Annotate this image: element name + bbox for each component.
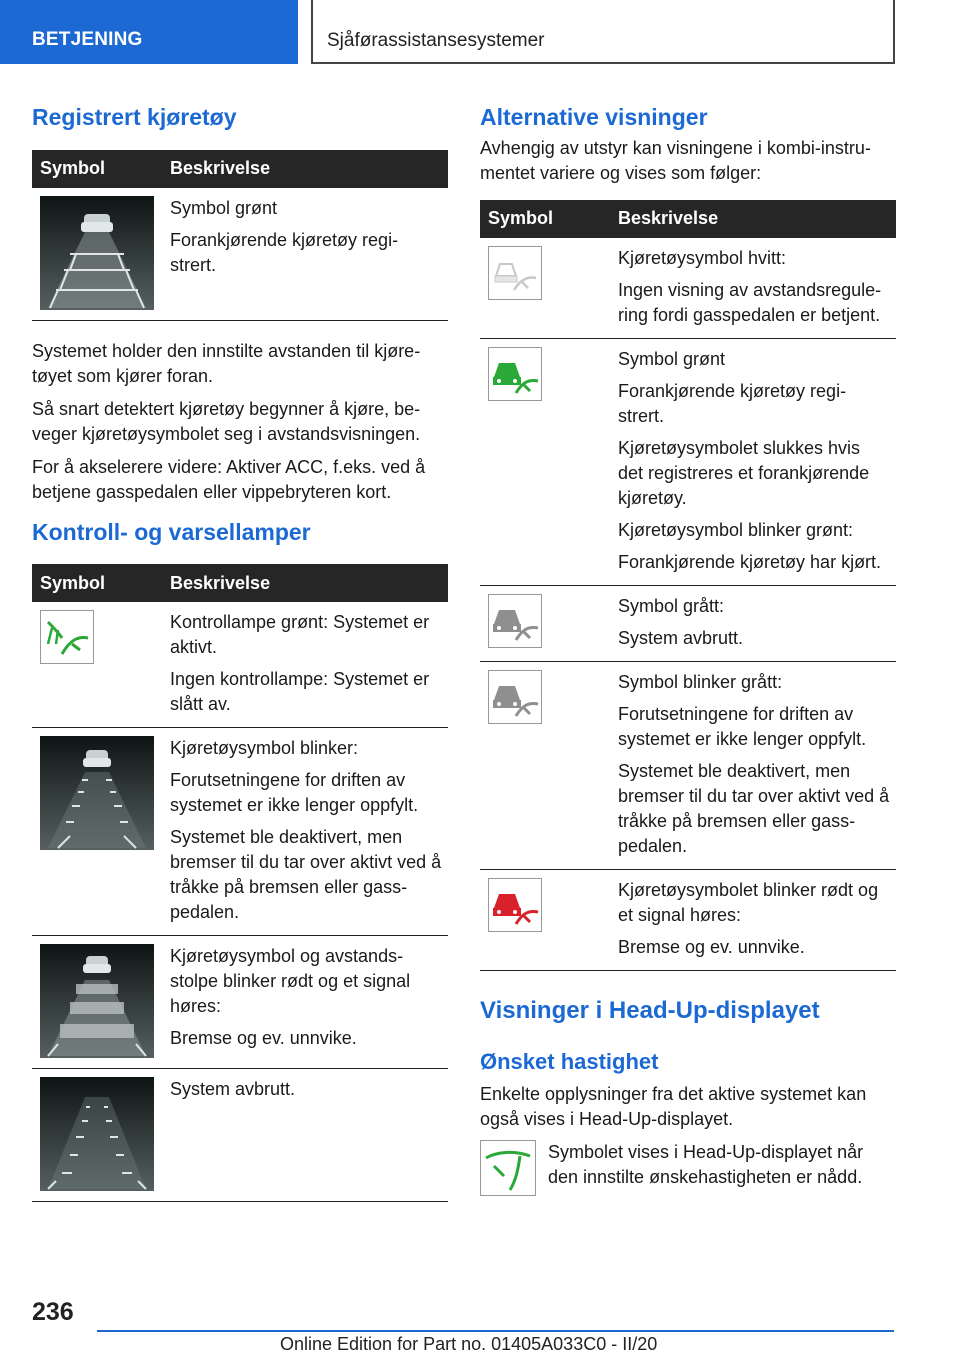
row-line: Ingen visning av avstandsregule-ring fordi gasspedalen er betjent.	[618, 279, 882, 325]
paragraph: For å akselerere videre: Aktiver ACC, f.eks. ved å betjene gasspedalen eller vippebryteren kort.	[32, 456, 426, 502]
col-description-header: Beskrivelse	[162, 564, 448, 602]
row-line: Kontrollampe grønt: Systemet er aktivt.	[170, 612, 430, 658]
header-chapter-box	[311, 0, 895, 64]
row-line: Forankjørende kjøretøy regi-strert.	[170, 229, 399, 275]
vehicle-grey-blink-icon	[488, 670, 542, 724]
speed-reached-icon	[480, 1140, 536, 1196]
left-column	[32, 98, 448, 1202]
row-line: Kjøretøysymbol hvitt:	[618, 247, 787, 268]
registered-table	[32, 150, 448, 321]
row-line: Kjøretøysymbol blinker grønt:	[618, 519, 854, 540]
row-line: Bremse og ev. unnvike.	[618, 936, 805, 957]
col-symbol-header: Symbol	[32, 564, 162, 602]
table-row	[480, 869, 896, 970]
hud-item	[480, 1140, 896, 1196]
page-number: 236	[32, 1298, 74, 1326]
registered-title: Registrert kjøretøy	[32, 104, 237, 130]
hud-subtitle: Ønsket hastighet	[480, 1049, 659, 1075]
vehicle-white-icon	[488, 246, 542, 300]
row-line: Forankjørende kjøretøy regi-strert.	[618, 380, 847, 426]
alt-intro: Avhengig av utstyr kan visningene i kombi-instru-mentet variere og vises som følger:	[480, 137, 871, 183]
row-line: Forankjørende kjøretøy har kjørt.	[618, 551, 882, 572]
row-line: Symbol blinker grått:	[618, 671, 783, 692]
table-row	[32, 1069, 448, 1202]
alt-table	[480, 200, 896, 971]
row-line: Systemet ble deaktivert, men bremser til du tar over aktivt ved å tråkke på bremsen eller gass-pedalen.	[618, 760, 890, 856]
table-row	[480, 238, 896, 339]
acc-vehicle-blink-display	[40, 736, 154, 850]
row-line: Bremse og ev. unnvike.	[170, 1028, 357, 1049]
vehicle-green-icon	[488, 347, 542, 401]
row-line: System avbrutt.	[170, 1079, 296, 1100]
acc-distance-bar-red-display	[40, 944, 154, 1058]
vehicle-red-icon	[488, 878, 542, 932]
acc-system-interrupted-display	[40, 1077, 154, 1191]
row-line: Kjøretøysymbolet blinker rødt og et signal høres:	[618, 879, 879, 925]
hud-text: Enkelte opplysninger fra det aktive systemet kan også vises i Head-Up-displayet.	[480, 1083, 867, 1129]
col-symbol-header: Symbol	[32, 150, 162, 188]
acc-vehicle-detected-display	[40, 196, 154, 310]
table-row	[32, 602, 448, 728]
row-line: Symbol grønt	[618, 348, 726, 369]
vehicle-grey-icon	[488, 594, 542, 648]
row-line: Forutsetningene for driften av systemet er ikke lenger oppfylt.	[170, 770, 419, 816]
header-section-label: BETJENING	[32, 29, 143, 50]
col-description-header: Beskrivelse	[162, 150, 448, 188]
header-section-tab	[0, 0, 298, 64]
warning-table	[32, 564, 448, 1202]
table-row	[480, 585, 896, 661]
row-line: Kjøretøysymbolet slukkes hvis det registreres et forankjørende kjøretøy.	[618, 437, 870, 508]
alt-title: Alternative visninger	[480, 104, 708, 130]
table-row	[32, 188, 448, 321]
right-column	[480, 98, 896, 1196]
row-line: Kjøretøysymbol og avstands-stolpe blinker rødt og et signal høres:	[170, 946, 411, 1017]
header-chapter-label: Sjåførassistansesystemer	[327, 30, 545, 51]
row-line: Forutsetningene for driften av systemet er ikke lenger oppfylt.	[618, 703, 867, 749]
warning-title: Kontroll- og varsellamper	[32, 518, 311, 545]
col-description-header: Beskrivelse	[610, 200, 896, 238]
row-line: Symbol grått:	[618, 595, 725, 616]
footer-divider	[97, 1330, 894, 1332]
table-row	[480, 338, 896, 585]
paragraph: Så snart detektert kjøretøy begynner å kjøre, be-veger kjøretøysymbolet seg i avstandsvisningen.	[32, 398, 421, 444]
table-row	[32, 936, 448, 1069]
hud-item-text: Symbolet vises i Head-Up-displayet når den innstilte ønskehastigheten er nådd.	[548, 1141, 864, 1187]
row-line: Kjøretøysymbol blinker:	[170, 738, 359, 759]
row-line: System avbrutt.	[618, 627, 744, 648]
row-line: Systemet ble deaktivert, men bremser til du tar over aktivt ved å tråkke på bremsen eller gass-pedalen.	[170, 827, 442, 923]
hud-title: Visninger i Head-Up-displayet	[480, 996, 820, 1024]
table-row	[480, 661, 896, 869]
row-line: Ingen kontrollampe: Systemet er slått av.	[170, 669, 430, 715]
row-line: Symbol grønt	[170, 197, 278, 218]
acc-green-indicator-icon	[40, 610, 94, 664]
footer-edition: Online Edition for Part no. 01405A033C0 - II/20	[280, 1334, 658, 1354]
paragraph: Systemet holder den innstilte avstanden til kjøre-tøyet som kjører foran.	[32, 340, 421, 386]
table-row	[32, 728, 448, 936]
col-symbol-header: Symbol	[480, 200, 610, 238]
